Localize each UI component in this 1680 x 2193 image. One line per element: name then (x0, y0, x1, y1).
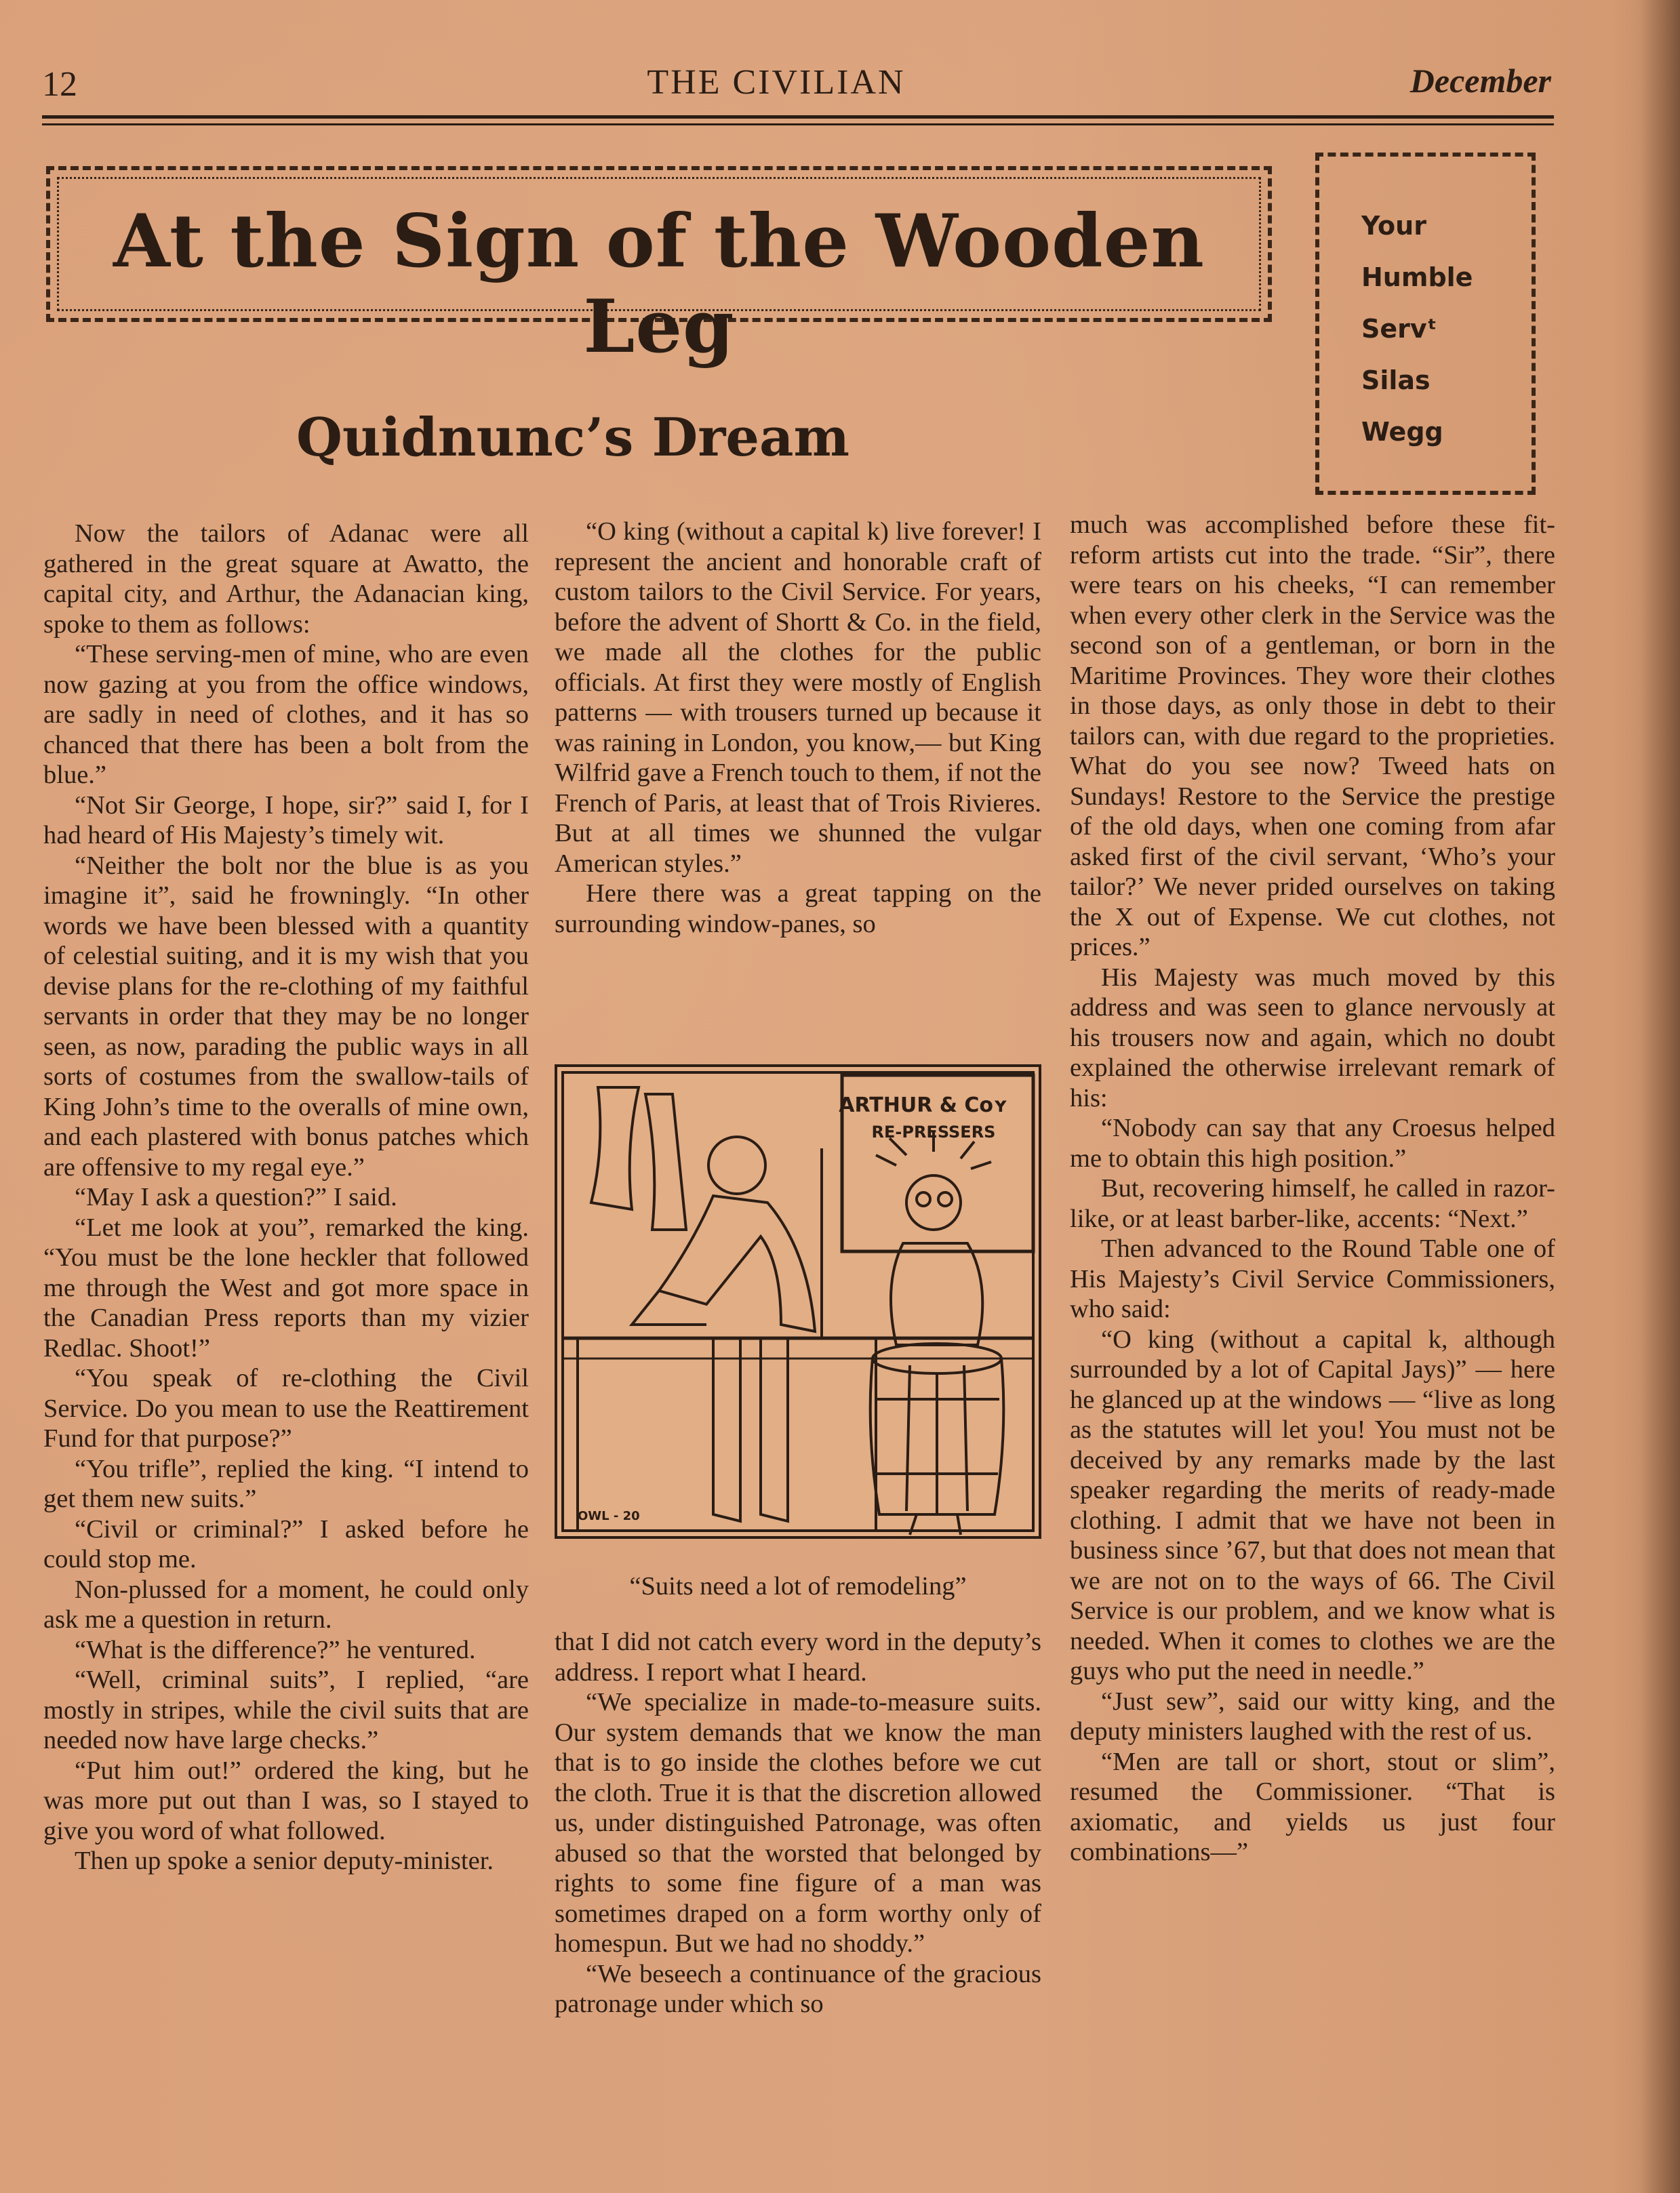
article-title: At the Sign of the Wooden Leg (113, 199, 1205, 369)
paragraph: “Well, criminal suits”, I replied, “are mostly in stripes, while the civil suits that are needed now have large checks.” (43, 1666, 529, 1754)
paragraph: “These serving-men of mine, who are even now gazing at you from the office windows, are sadly in need of clothes, and it has so chanced that there has been a bolt from the blue.” (43, 640, 529, 789)
paragraph: “You speak of re-clothing the Civil Service. Do you mean to use the Reattirement Fund for that purpose?” (43, 1364, 529, 1453)
issue-month: December (1409, 62, 1551, 100)
artist-signature: OWL - 20 (578, 1509, 640, 1523)
text-column-2-top (555, 517, 1041, 939)
paragraph: “We specialize in made-to-measure suits. Our system demands that we know the man that is to go inside the clothes before we cut the cloth. True it is that the discretion allowed us, under distinguished Patronage, was often abused so that the worsted that belonged by rights to some fine figure of a man was sometimes draped on a form worthy only of homespun. But we had no shoddy.” (555, 1688, 1041, 1958)
signature-box (1315, 153, 1536, 495)
paragraph: “Nobody can say that any Croesus helped me to obtain this high position.” (1070, 1114, 1555, 1173)
paragraph: Here there was a great tapping on the surrounding window-panes, so (555, 879, 1041, 938)
paragraph: Now the tailors of Adanac were all gathered in the great square at Awatto, the capital city, and Arthur, the Adanacian king, spoke to them as follows: (43, 519, 529, 639)
paragraph: “Not Sir George, I hope, sir?” said I, for I had heard of His Majesty’s timely wit. (43, 790, 529, 849)
cartoon-illustration (555, 1064, 1041, 1539)
cartoon-caption: “Suits need a lot of remodeling” (629, 1572, 967, 1601)
paragraph: “You trifle”, replied the king. “I intend to get them new suits.” (43, 1454, 529, 1513)
paragraph: “Let me look at you”, remarked the king. “You must be the lone heckler that followed me through the West and got more space in the Canadian Press reports than my vizier Redlac. Shoot!” (43, 1213, 529, 1363)
text-column-1 (43, 519, 529, 1876)
signature-line: Wegg (1361, 417, 1443, 447)
header-rule-thick (42, 115, 1554, 119)
signature-line: Servᵗ (1361, 314, 1437, 344)
paragraph: “Civil or criminal?” I asked before he could stop me. (43, 1514, 529, 1573)
tailor-cartoon-drawing (557, 1067, 1039, 1536)
page-spine-shadow (1639, 0, 1680, 2193)
paragraph: His Majesty was much moved by this address and was seen to glance nervously at his trousers now and again, which no doubt explained the otherwise irrelevant remark of his: (1070, 963, 1555, 1112)
paragraph: “Just sew”, said our witty king, and the deputy ministers laughed with the rest of us. (1070, 1687, 1555, 1746)
paragraph: Then advanced to the Round Table one of His Majesty’s Civil Service Commissioners, who said: (1070, 1234, 1555, 1323)
paragraph: Non-plussed for a moment, he could only ask me a question in return. (43, 1575, 529, 1634)
header-rule-thin (42, 123, 1554, 125)
paragraph: “We beseech a continuance of the gracious patronage under which so (555, 1959, 1041, 2018)
paragraph: “Neither the bolt nor the blue is as you imagine it”, said he frowningly. “In other words we have been blessed with a quantity of celestial suiting, and it is my wish that you devise plans for the re-clothing of my faithful servants in order that they may be no longer seen, as now, parading the public ways in all sorts of costumes from the swallow-tails of King John’s time to the overalls of mine own, and each plastered with bonus patches which are offensive to my regal eye.” (43, 851, 529, 1182)
paragraph: “O king (without a capital k, although surrounded by a lot of Capital Jays)” — here he glanced up at the windows — “live as long as the statutes will let you! You must not be deceived by any remarks made by the last speaker regarding the merits of ready-made clothing. I admit that we have not been in business since ’67, but that does not mean that we are not on to the ways of 66. The Civil Service is our problem, and we know what is needed. When it comes to clothes we are the guys who put the need in needle.” (1070, 1325, 1555, 1685)
signature-line: Silas (1361, 365, 1431, 395)
page-number: 12 (42, 65, 77, 104)
paragraph: “Put him out!” ordered the king, but he was more put out than I was, so I stayed to give you word of what followed. (43, 1756, 529, 1845)
paragraph: that I did not catch every word in the deputy’s address. I report what I heard. (555, 1628, 1041, 1687)
paragraph: Then up spoke a senior deputy-minister. (75, 1847, 494, 1875)
cartoon-sign-text: ARTHUR & Coʏ (839, 1093, 1008, 1117)
paragraph: “What is the difference?” he ventured. (75, 1635, 476, 1664)
cartoon-sign-subtext: RE-PRESSERS (871, 1123, 996, 1142)
text-column-3 (1070, 510, 1555, 1868)
paragraph: much was accomplished before these fit-reform artists cut into the trade. “Sir”, there were tears on his cheeks, “I can remember when every other clerk in the Service was the second son of a gentleman, or born in the Maritime Provinces. They wore their clothes in those days, as only those in debt to their tailors can, with due regard to the proprieties. What do you see now? Tweed hats on Sundays! Restore to the Service the prestige of the old days, when one coming from afar asked first of the civil servant, ‘Who’s your tailor?’ We never prided ourselves on taking the X out of Expense. We cut clothes, not prices.” (1070, 510, 1555, 961)
paragraph: “Men are tall or short, stout or slim”, resumed the Commissioner. “That is axiomatic, and yields us just four combinations—” (1070, 1747, 1555, 1866)
signature-line: Your (1361, 211, 1426, 241)
article-subtitle: Quidnunc’s Dream (296, 407, 850, 468)
signature-line: Humble (1361, 262, 1473, 292)
paragraph: But, recovering himself, he called in razor-like, or at least barber-like, accents: “Next.” (1070, 1174, 1555, 1233)
title-box (46, 166, 1272, 369)
paragraph: “May I ask a question?” I said. (75, 1183, 397, 1211)
paragraph: “O king (without a capital k) live forever! I represent the ancient and honorable craft of custom tailors to the Civil Service. For years, before the advent of Shortt & Co. in the field, we made all the clothes for the public officials. At first they were mostly of English patterns — with trousers turned up because it was raining in London, you know,— but King Wilfrid gave a French touch to them, if not the French of Paris, at least that of Trois Rivieres. But at all times we shunned the vulgar American styles.” (555, 517, 1041, 878)
publication-name: THE CIVILIAN (647, 63, 906, 102)
text-column-2-bottom (555, 1627, 1041, 2019)
